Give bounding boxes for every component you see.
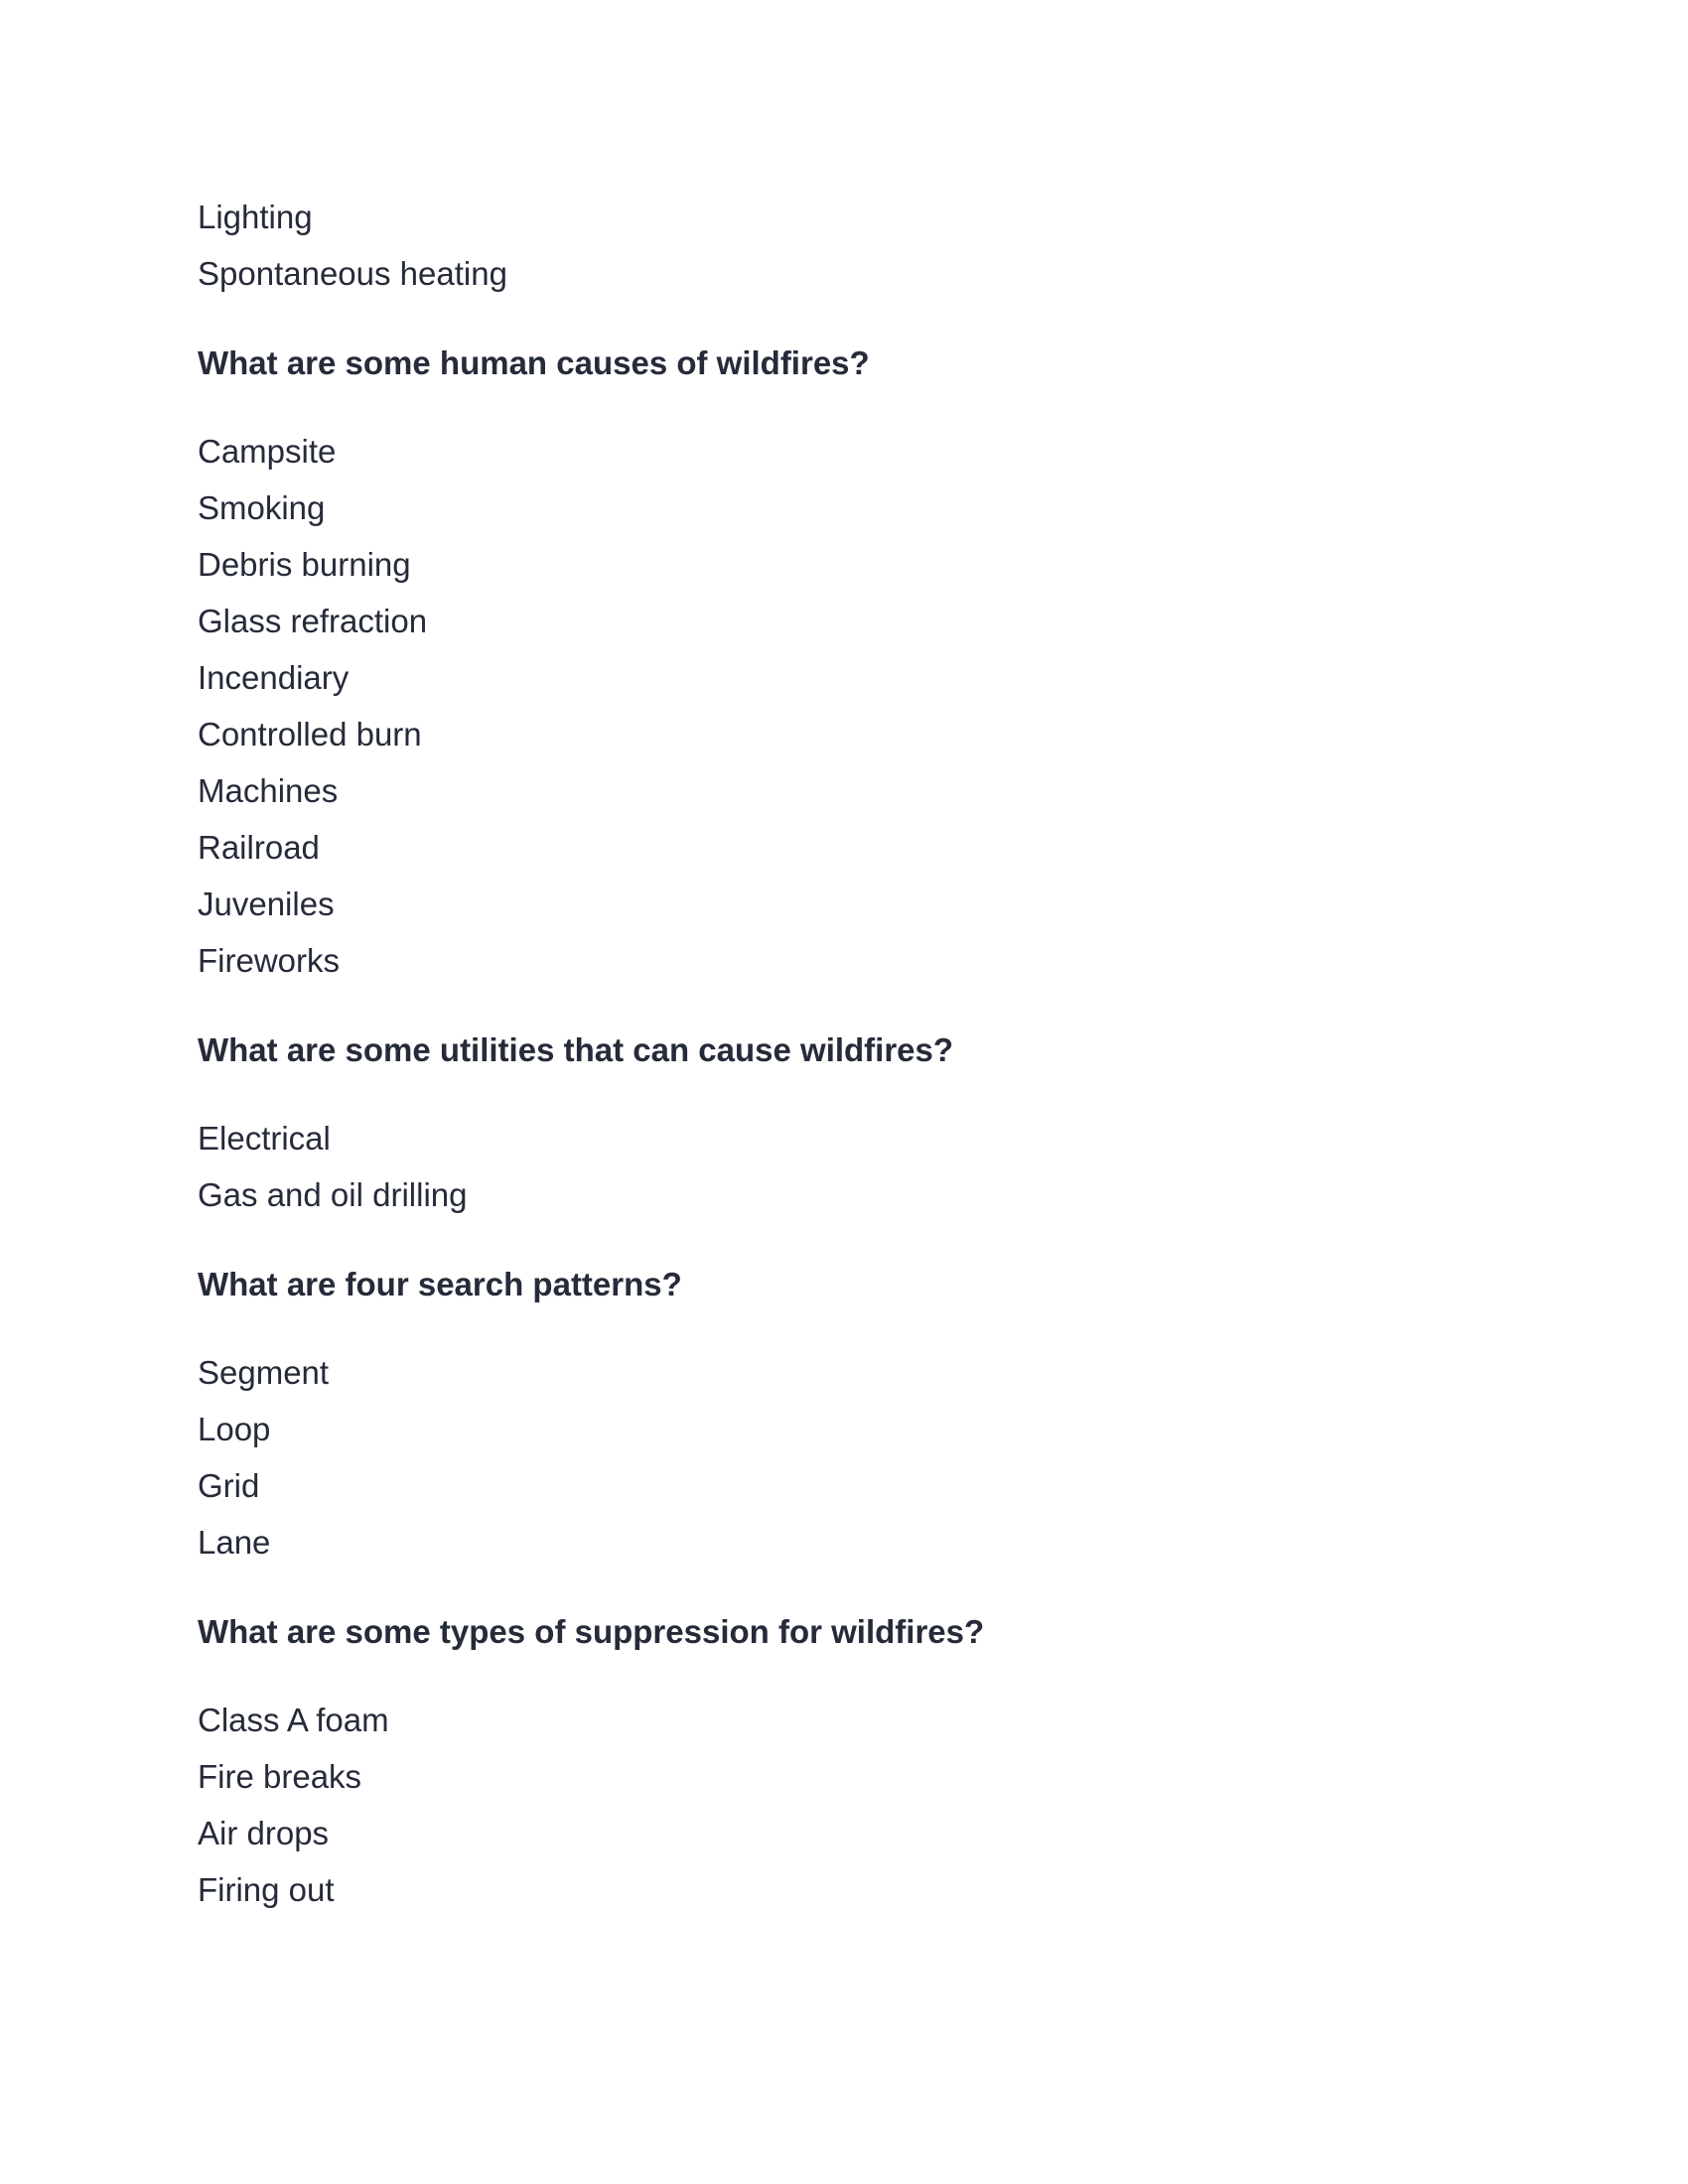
question-heading: What are some human causes of wildfires? xyxy=(198,344,870,381)
answer-item: Electrical xyxy=(198,1120,331,1157)
answer-item: Grid xyxy=(198,1467,260,1504)
answer-item: Lane xyxy=(198,1524,271,1561)
answer-item: Class A foam xyxy=(198,1702,389,1738)
intro-list xyxy=(198,189,984,302)
qa-section xyxy=(198,1022,984,1223)
question-heading: What are some utilities that can cause wildfires? xyxy=(198,1031,954,1068)
answer-item: Railroad xyxy=(198,829,320,866)
answer-item: Fireworks xyxy=(198,942,341,979)
document-body xyxy=(198,189,984,1918)
qa-section xyxy=(198,1603,984,1918)
answer-item: Firing out xyxy=(198,1871,335,1908)
qa-section xyxy=(198,1256,984,1570)
answer-item: Smoking xyxy=(198,489,326,526)
answer-item: Glass refraction xyxy=(198,603,428,639)
answer-item: Segment xyxy=(198,1354,330,1391)
answer-item: Incendiary xyxy=(198,659,350,696)
answer-item: Air drops xyxy=(198,1815,330,1851)
answer-item: Loop xyxy=(198,1411,271,1447)
answer-item: Juveniles xyxy=(198,886,335,922)
answer-item: Debris burning xyxy=(198,546,411,583)
list-item: Spontaneous heating xyxy=(198,255,507,292)
answer-item: Fire breaks xyxy=(198,1758,362,1795)
answer-item: Campsite xyxy=(198,433,337,470)
answer-item: Gas and oil drilling xyxy=(198,1176,468,1213)
question-heading: What are some types of suppression for wildfires? xyxy=(198,1613,985,1650)
answer-item: Controlled burn xyxy=(198,716,422,752)
list-item: Lighting xyxy=(198,199,313,235)
qa-section xyxy=(198,335,984,989)
answer-item: Machines xyxy=(198,772,339,809)
question-heading: What are four search patterns? xyxy=(198,1266,682,1302)
